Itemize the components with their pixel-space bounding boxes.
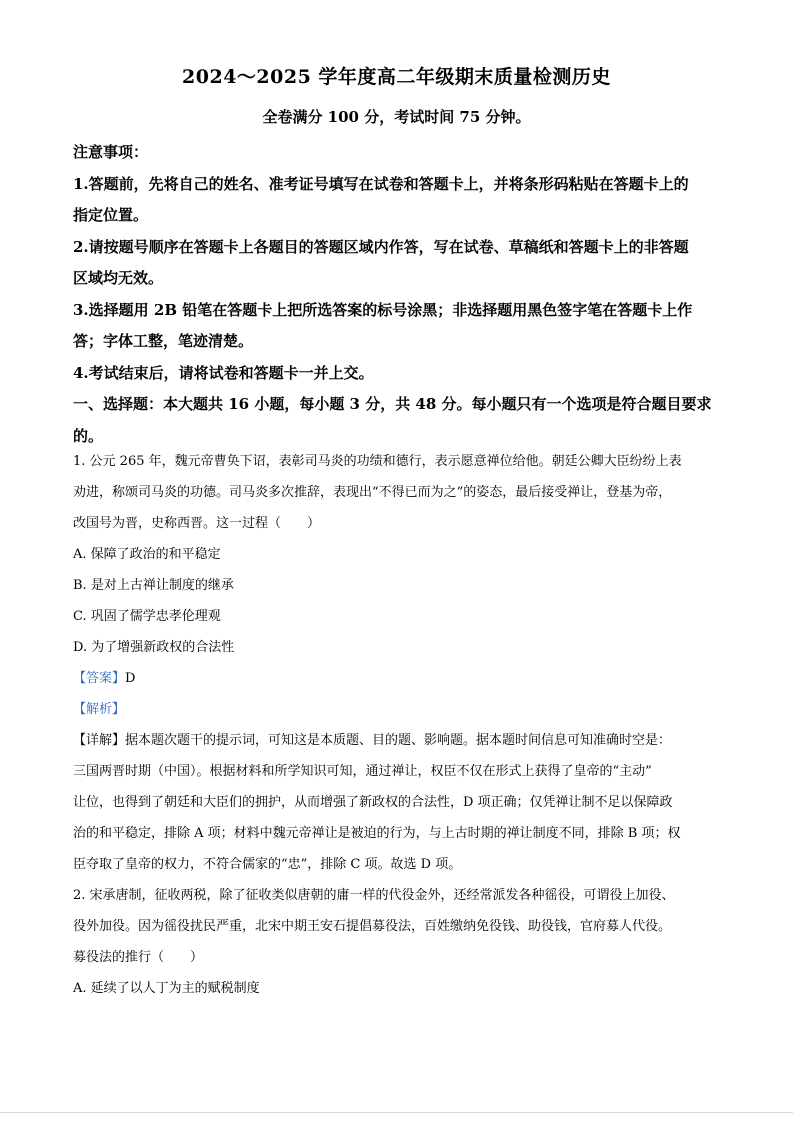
question-1-detail xyxy=(73,725,725,756)
question-1-option-a: A. 保障了政治的和平稳定 xyxy=(73,547,221,562)
question-1-option-b: B. 是对上古禅让制度的继承 xyxy=(73,578,234,593)
question-1-stem: 劝进，称颂司马炎的功德。司马炎多次推辞，表现出“不得已而为之”的姿态，最后接受禅让，登基为帝， xyxy=(73,485,672,500)
page-bottom-divider xyxy=(0,1112,793,1113)
note-line: 区域均无效。 xyxy=(73,269,164,287)
page-title: 2024～2025 学年度高二年级期末质量检测历史 xyxy=(182,66,611,88)
notes-section xyxy=(73,137,733,452)
answer-value: D xyxy=(125,671,136,686)
question-2-stem: 募役法的推行（ ） xyxy=(73,950,204,965)
question-1-detail: 治的和平稳定，排除 A 项；材料中魏元帝禅让是被迫的行为，与上古时期的禅让制度不同，排除 B 项；权 xyxy=(73,826,681,841)
note-line: 答；字体工整，笔迹清楚。 xyxy=(73,332,254,350)
section-heading-line: 的。 xyxy=(73,426,104,445)
question-2-stem: 2. 宋承唐制，征收两税，除了征收类似唐朝的庸一样的代役金外，还经常派发各种徭役，可谓役上加役、 xyxy=(73,888,675,903)
page-subtitle: 全卷满分 100 分，考试时间 75 分钟。 xyxy=(262,108,531,126)
question-1-detail: 让位，也得到了朝廷和大臣们的拥护，从而增强了新政权的合法性，D 项正确；仅凭禅让制不足以保障政 xyxy=(73,795,673,810)
question-1-analysis xyxy=(73,694,725,725)
detail-tag: 【详解】 xyxy=(73,733,126,748)
question-1-answer xyxy=(73,663,725,694)
note-line: 1.答题前，先将自己的姓名、准考证号填写在试卷和答题卡上，并将条形码粘贴在答题卡上的 xyxy=(73,174,689,193)
analysis-tag: 【解析】 xyxy=(73,702,126,717)
answer-tag: 【答案】 xyxy=(73,671,126,686)
question-1-detail: 臣夺取了皇帝的权力，不符合儒家的“忠”，排除 C 项。故选 D 项。 xyxy=(73,857,462,872)
questions-body xyxy=(73,446,725,1004)
question-1-detail: 三国两晋时期（中国）。根据材料和所学知识可知，通过禅让，权臣不仅在形式上获得了皇帝的“主动” xyxy=(73,764,652,779)
notes-heading: 注意事项： xyxy=(73,143,149,161)
question-1-stem: 1. 公元 265 年，魏元帝曹奂下诏，表彰司马炎的功绩和德行，表示愿意禅位给他。朝廷公卿大臣纷纷上表 xyxy=(73,454,682,469)
note-line: 4.考试结束后，请将试卷和答题卡一并上交。 xyxy=(73,363,374,382)
question-1-stem: 改国号为晋，史称西晋。这一过程（ ） xyxy=(73,516,321,531)
section-heading-line: 一、选择题：本大题共 16 小题，每小题 3 分，共 48 分。每小题只有一个选项是符合题目要求 xyxy=(73,395,712,413)
detail-text: 据本题次题干的提示词，可知这是本质题、目的题、影响题。据本题时间信息可知准确时空是： xyxy=(125,733,672,748)
note-line: 3.选择题用 2B 铅笔在答题卡上把所选答案的标号涂黑；非选择题用黑色签字笔在答题卡上作 xyxy=(73,300,693,319)
question-2-option-a: A. 延续了以人丁为主的赋税制度 xyxy=(73,981,260,996)
note-line: 2.请按题号顺序在答题卡上各题目的答题区域内作答，写在试卷、草稿纸和答题卡上的非答题 xyxy=(73,237,689,256)
question-2-stem: 役外加役。因为徭役扰民严重，北宋中期王安石提倡募役法，百姓缴纳免役钱、助役钱，官府募人代役。 xyxy=(73,919,672,934)
note-line: 指定位置。 xyxy=(73,206,149,224)
question-1-option-c: C. 巩固了儒学忠孝伦理观 xyxy=(73,609,221,624)
question-1-option-d: D. 为了增强新政权的合法性 xyxy=(73,640,235,655)
